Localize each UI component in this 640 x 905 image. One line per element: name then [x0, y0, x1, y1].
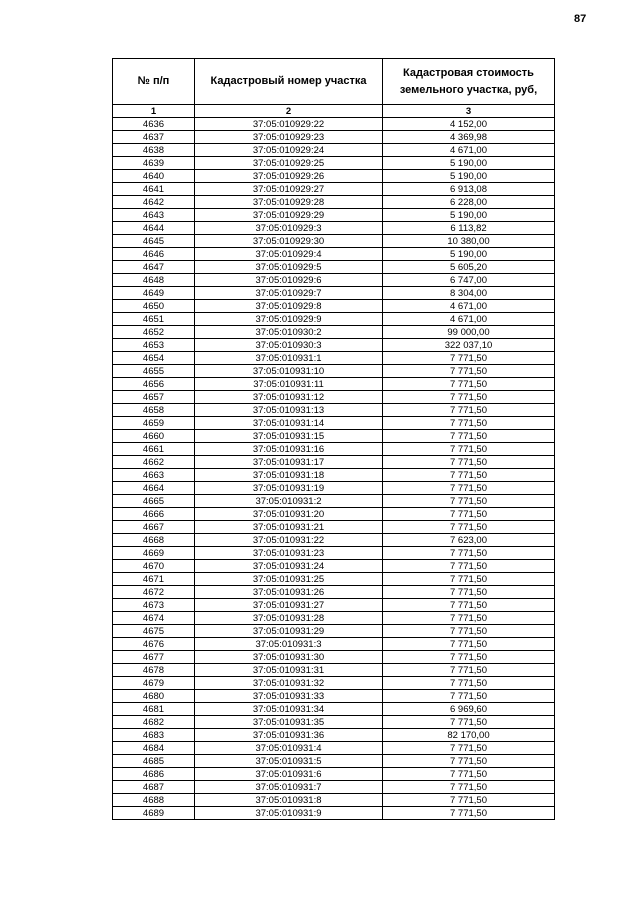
cadastral-value-cell: 4 152,00 [383, 118, 555, 131]
table-row [113, 534, 555, 547]
row-index-cell: 4646 [113, 248, 195, 261]
row-index-cell: 4647 [113, 261, 195, 274]
table-row [113, 391, 555, 404]
table-row [113, 209, 555, 222]
table-row [113, 612, 555, 625]
cadastral-number-cell: 37:05:010931:35 [195, 716, 383, 729]
cadastral-value-cell: 7 771,50 [383, 456, 555, 469]
cadastral-number-cell: 37:05:010931:16 [195, 443, 383, 456]
table-row [113, 781, 555, 794]
cadastral-value-cell: 7 771,50 [383, 612, 555, 625]
cadastral-number-cell: 37:05:010929:4 [195, 248, 383, 261]
cadastral-number-cell: 37:05:010931:20 [195, 508, 383, 521]
cadastral-number-cell: 37:05:010931:33 [195, 690, 383, 703]
table-row [113, 586, 555, 599]
row-index-cell: 4642 [113, 196, 195, 209]
table-row [113, 300, 555, 313]
cadastral-number-cell: 37:05:010931:23 [195, 547, 383, 560]
cadastral-value-cell: 8 304,00 [383, 287, 555, 300]
table-row [113, 716, 555, 729]
row-index-cell: 4678 [113, 664, 195, 677]
table-row [113, 794, 555, 807]
row-index-cell: 4676 [113, 638, 195, 651]
table-row [113, 807, 555, 820]
cadastral-number-cell: 37:05:010929:24 [195, 144, 383, 157]
cadastral-value-cell: 5 190,00 [383, 209, 555, 222]
cadastral-number-cell: 37:05:010929:29 [195, 209, 383, 222]
cadastral-number-cell: 37:05:010931:3 [195, 638, 383, 651]
cadastral-value-cell: 7 771,50 [383, 651, 555, 664]
cadastral-number-cell: 37:05:010931:24 [195, 560, 383, 573]
cadastral-number-cell: 37:05:010931:30 [195, 651, 383, 664]
table-row [113, 742, 555, 755]
cadastral-number-cell: 37:05:010931:29 [195, 625, 383, 638]
table-row [113, 560, 555, 573]
row-index-cell: 4665 [113, 495, 195, 508]
header-cadastral-value: Кадастровая стоимость земельного участка, руб, [383, 59, 555, 105]
row-index-cell: 4680 [113, 690, 195, 703]
table-row [113, 495, 555, 508]
table-row [113, 404, 555, 417]
row-index-cell: 4689 [113, 807, 195, 820]
table-row [113, 196, 555, 209]
column-number-row [113, 105, 555, 118]
table-row [113, 677, 555, 690]
table-row [113, 222, 555, 235]
table-row [113, 443, 555, 456]
cadastral-number-cell: 37:05:010931:27 [195, 599, 383, 612]
cadastral-value-cell: 7 771,50 [383, 547, 555, 560]
table-row [113, 417, 555, 430]
table-row [113, 768, 555, 781]
header-index: № п/п [113, 59, 195, 105]
cadastral-value-cell: 7 771,50 [383, 495, 555, 508]
row-index-cell: 4661 [113, 443, 195, 456]
table-row [113, 170, 555, 183]
row-index-cell: 4644 [113, 222, 195, 235]
row-index-cell: 4652 [113, 326, 195, 339]
table-row [113, 339, 555, 352]
row-index-cell: 4640 [113, 170, 195, 183]
cadastral-number-cell: 37:05:010929:9 [195, 313, 383, 326]
cadastral-number-cell: 37:05:010931:11 [195, 378, 383, 391]
table-row [113, 638, 555, 651]
cadastral-value-cell: 5 190,00 [383, 248, 555, 261]
cadastral-number-cell: 37:05:010929:23 [195, 131, 383, 144]
cadastral-value-cell: 7 771,50 [383, 469, 555, 482]
cadastral-number-cell: 37:05:010929:5 [195, 261, 383, 274]
row-index-cell: 4667 [113, 521, 195, 534]
row-index-cell: 4648 [113, 274, 195, 287]
cadastral-value-cell: 7 771,50 [383, 482, 555, 495]
cadastral-value-cell: 7 771,50 [383, 391, 555, 404]
row-index-cell: 4662 [113, 456, 195, 469]
table-row [113, 599, 555, 612]
cadastral-value-cell: 7 771,50 [383, 404, 555, 417]
row-index-cell: 4650 [113, 300, 195, 313]
table-row [113, 274, 555, 287]
table-row [113, 326, 555, 339]
cadastral-value-cell: 6 228,00 [383, 196, 555, 209]
table-row [113, 183, 555, 196]
row-index-cell: 4670 [113, 560, 195, 573]
row-index-cell: 4637 [113, 131, 195, 144]
cadastral-number-cell: 37:05:010929:6 [195, 274, 383, 287]
cadastral-value-cell: 5 605,20 [383, 261, 555, 274]
row-index-cell: 4663 [113, 469, 195, 482]
table-row [113, 729, 555, 742]
cadastral-value-cell: 4 671,00 [383, 144, 555, 157]
row-index-cell: 4649 [113, 287, 195, 300]
table-row [113, 378, 555, 391]
row-index-cell: 4664 [113, 482, 195, 495]
row-index-cell: 4685 [113, 755, 195, 768]
row-index-cell: 4638 [113, 144, 195, 157]
cadastral-number-cell: 37:05:010931:7 [195, 781, 383, 794]
cadastral-value-cell: 6 113,82 [383, 222, 555, 235]
cadastral-number-cell: 37:05:010931:2 [195, 495, 383, 508]
cadastral-number-cell: 37:05:010929:8 [195, 300, 383, 313]
cadastral-value-cell: 7 771,50 [383, 573, 555, 586]
cadastral-value-cell: 7 771,50 [383, 417, 555, 430]
row-index-cell: 4659 [113, 417, 195, 430]
cadastral-number-cell: 37:05:010931:36 [195, 729, 383, 742]
row-index-cell: 4687 [113, 781, 195, 794]
cadastral-number-cell: 37:05:010931:31 [195, 664, 383, 677]
cadastral-value-cell: 5 190,00 [383, 170, 555, 183]
table-row [113, 313, 555, 326]
table-row [113, 157, 555, 170]
table-row [113, 144, 555, 157]
row-index-cell: 4679 [113, 677, 195, 690]
table-row [113, 456, 555, 469]
cadastral-value-cell: 99 000,00 [383, 326, 555, 339]
cadastral-value-cell: 6 913,08 [383, 183, 555, 196]
cadastral-value-cell: 7 771,50 [383, 768, 555, 781]
cadastral-value-cell: 7 771,50 [383, 586, 555, 599]
row-index-cell: 4641 [113, 183, 195, 196]
column-number: 2 [195, 105, 383, 118]
cadastral-number-cell: 37:05:010930:2 [195, 326, 383, 339]
table-row [113, 508, 555, 521]
table-row [113, 651, 555, 664]
table-row [113, 248, 555, 261]
row-index-cell: 4683 [113, 729, 195, 742]
cadastral-number-cell: 37:05:010931:22 [195, 534, 383, 547]
cadastral-value-cell: 7 771,50 [383, 430, 555, 443]
cadastral-number-cell: 37:05:010929:3 [195, 222, 383, 235]
cadastral-number-cell: 37:05:010929:22 [195, 118, 383, 131]
cadastral-value-cell: 82 170,00 [383, 729, 555, 742]
cadastral-value-cell: 7 771,50 [383, 742, 555, 755]
cadastral-number-cell: 37:05:010931:15 [195, 430, 383, 443]
cadastral-value-cell: 7 771,50 [383, 807, 555, 820]
cadastral-value-cell: 7 771,50 [383, 755, 555, 768]
column-number: 1 [113, 105, 195, 118]
row-index-cell: 4673 [113, 599, 195, 612]
row-index-cell: 4675 [113, 625, 195, 638]
cadastral-number-cell: 37:05:010931:28 [195, 612, 383, 625]
cadastral-value-cell: 7 771,50 [383, 365, 555, 378]
cadastral-number-cell: 37:05:010931:34 [195, 703, 383, 716]
table-row [113, 430, 555, 443]
cadastral-value-cell: 7 771,50 [383, 560, 555, 573]
row-index-cell: 4674 [113, 612, 195, 625]
table-row [113, 521, 555, 534]
row-index-cell: 4681 [113, 703, 195, 716]
row-index-cell: 4656 [113, 378, 195, 391]
header-cadastral-number: Кадастровый номер участка [195, 59, 383, 105]
table-row [113, 352, 555, 365]
row-index-cell: 4657 [113, 391, 195, 404]
table-row [113, 131, 555, 144]
cadastral-number-cell: 37:05:010931:9 [195, 807, 383, 820]
cadastral-value-cell: 7 623,00 [383, 534, 555, 547]
cadastral-value-cell: 7 771,50 [383, 677, 555, 690]
cadastral-number-cell: 37:05:010931:1 [195, 352, 383, 365]
table-row [113, 365, 555, 378]
table-row [113, 664, 555, 677]
cadastral-number-cell: 37:05:010929:28 [195, 196, 383, 209]
row-index-cell: 4643 [113, 209, 195, 222]
table-row [113, 261, 555, 274]
cadastral-value-cell: 7 771,50 [383, 352, 555, 365]
cadastral-value-cell: 7 771,50 [383, 443, 555, 456]
cadastral-number-cell: 37:05:010931:6 [195, 768, 383, 781]
cadastral-value-cell: 7 771,50 [383, 638, 555, 651]
cadastral-number-cell: 37:05:010931:4 [195, 742, 383, 755]
table-row [113, 482, 555, 495]
table-row [113, 703, 555, 716]
cadastral-value-cell: 7 771,50 [383, 781, 555, 794]
row-index-cell: 4660 [113, 430, 195, 443]
cadastral-value-cell: 7 771,50 [383, 378, 555, 391]
cadastral-number-cell: 37:05:010929:27 [195, 183, 383, 196]
page-number: 87 [574, 13, 587, 25]
cadastral-number-cell: 37:05:010929:30 [195, 235, 383, 248]
row-index-cell: 4651 [113, 313, 195, 326]
table-row [113, 469, 555, 482]
table-row [113, 235, 555, 248]
table-row [113, 690, 555, 703]
cadastral-value-cell: 7 771,50 [383, 625, 555, 638]
cadastral-number-cell: 37:05:010931:12 [195, 391, 383, 404]
row-index-cell: 4653 [113, 339, 195, 352]
cadastral-number-cell: 37:05:010931:25 [195, 573, 383, 586]
row-index-cell: 4682 [113, 716, 195, 729]
table-row [113, 287, 555, 300]
cadastral-value-cell: 6 747,00 [383, 274, 555, 287]
cadastral-number-cell: 37:05:010929:26 [195, 170, 383, 183]
row-index-cell: 4645 [113, 235, 195, 248]
row-index-cell: 4669 [113, 547, 195, 560]
cadastral-value-cell: 5 190,00 [383, 157, 555, 170]
row-index-cell: 4636 [113, 118, 195, 131]
cadastral-number-cell: 37:05:010931:32 [195, 677, 383, 690]
row-index-cell: 4658 [113, 404, 195, 417]
cadastral-value-cell: 7 771,50 [383, 716, 555, 729]
cadastral-value-cell: 6 969,60 [383, 703, 555, 716]
cadastral-number-cell: 37:05:010931:19 [195, 482, 383, 495]
cadastral-number-cell: 37:05:010931:14 [195, 417, 383, 430]
cadastral-value-cell: 7 771,50 [383, 599, 555, 612]
table-body [113, 118, 555, 820]
cadastral-number-cell: 37:05:010931:18 [195, 469, 383, 482]
row-index-cell: 4686 [113, 768, 195, 781]
table-row [113, 573, 555, 586]
cadastral-value-cell: 7 771,50 [383, 508, 555, 521]
cadastral-value-cell: 4 671,00 [383, 300, 555, 313]
row-index-cell: 4677 [113, 651, 195, 664]
row-index-cell: 4672 [113, 586, 195, 599]
cadastral-value-cell: 7 771,50 [383, 521, 555, 534]
cadastral-number-cell: 37:05:010929:25 [195, 157, 383, 170]
cadastral-value-cell: 4 671,00 [383, 313, 555, 326]
cadastral-value-cell: 322 037,10 [383, 339, 555, 352]
row-index-cell: 4654 [113, 352, 195, 365]
row-index-cell: 4688 [113, 794, 195, 807]
table-row [113, 547, 555, 560]
cadastral-number-cell: 37:05:010931:10 [195, 365, 383, 378]
cadastral-number-cell: 37:05:010931:5 [195, 755, 383, 768]
cadastre-table [112, 58, 555, 820]
cadastral-number-cell: 37:05:010931:21 [195, 521, 383, 534]
cadastral-number-cell: 37:05:010931:8 [195, 794, 383, 807]
cadastral-value-cell: 7 771,50 [383, 794, 555, 807]
cadastral-number-cell: 37:05:010929:7 [195, 287, 383, 300]
table-header-row [113, 59, 555, 105]
cadastral-value-cell: 4 369,98 [383, 131, 555, 144]
cadastral-number-cell: 37:05:010931:17 [195, 456, 383, 469]
row-index-cell: 4639 [113, 157, 195, 170]
column-number: 3 [383, 105, 555, 118]
table-row [113, 755, 555, 768]
cadastral-value-cell: 7 771,50 [383, 664, 555, 677]
cadastral-value-cell: 10 380,00 [383, 235, 555, 248]
row-index-cell: 4684 [113, 742, 195, 755]
cadastral-value-cell: 7 771,50 [383, 690, 555, 703]
row-index-cell: 4668 [113, 534, 195, 547]
row-index-cell: 4671 [113, 573, 195, 586]
cadastral-number-cell: 37:05:010931:13 [195, 404, 383, 417]
row-index-cell: 4666 [113, 508, 195, 521]
cadastral-number-cell: 37:05:010931:26 [195, 586, 383, 599]
table-row [113, 625, 555, 638]
cadastral-number-cell: 37:05:010930:3 [195, 339, 383, 352]
table-row [113, 118, 555, 131]
row-index-cell: 4655 [113, 365, 195, 378]
